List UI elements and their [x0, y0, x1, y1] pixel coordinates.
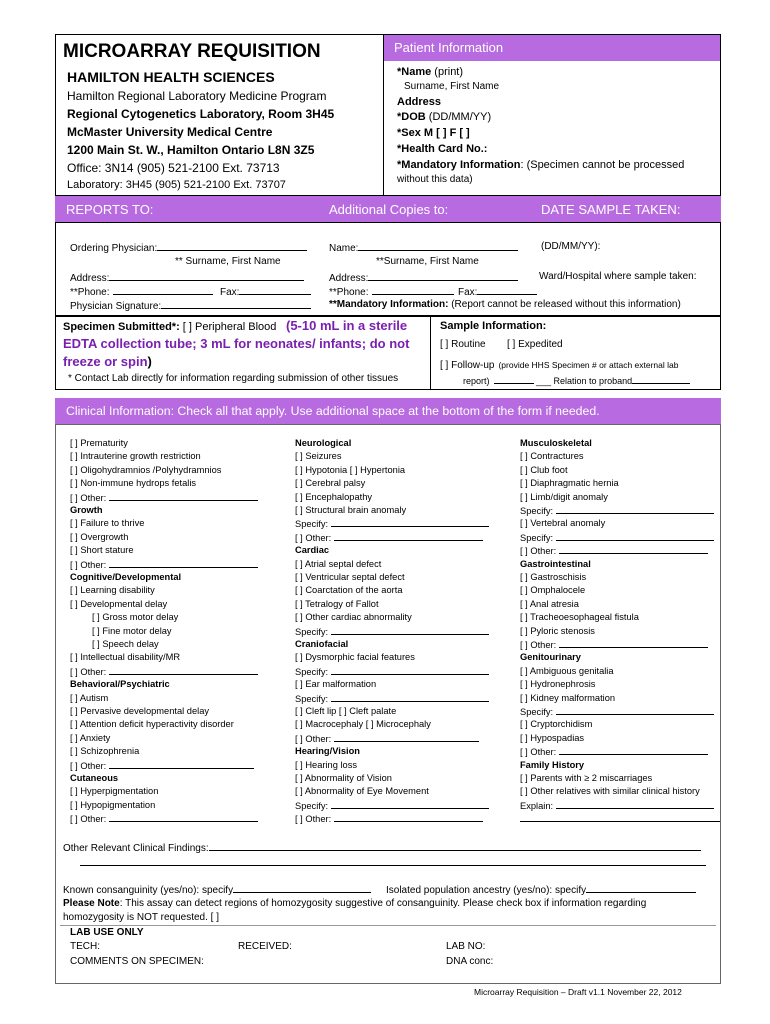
clinical-item-label: [ ] Other:	[70, 559, 109, 570]
clinical-item-label: Behavioral/Psychiatric	[70, 679, 170, 690]
fill-in-line	[559, 745, 708, 755]
specimen-instruction-2: EDTA collection tube; 3 mL for neonates/ infants; do not	[63, 336, 410, 351]
clinical-checkbox-item[interactable]	[520, 544, 708, 557]
clinical-checkbox-item[interactable]	[70, 531, 128, 543]
clinical-checkbox-item[interactable]	[295, 799, 489, 812]
physician-signature-field[interactable]: Physician Signature:	[70, 299, 311, 313]
clinical-checkbox-item[interactable]	[70, 450, 201, 462]
form-title: MICROARRAY REQUISITION	[63, 41, 321, 62]
clinical-item-label: [ ] Other:	[295, 814, 334, 825]
clinical-checkbox-item[interactable]	[70, 665, 258, 678]
mandatory-info-note-2: without this data)	[397, 174, 473, 185]
clinical-checkbox-item[interactable]	[295, 692, 489, 705]
clinical-checkbox-item[interactable]	[295, 718, 431, 730]
clinical-checkbox-item[interactable]	[520, 772, 652, 784]
clinical-item-label: [ ] Hypopigmentation	[70, 799, 156, 810]
clinical-checkbox-item[interactable]	[520, 705, 714, 718]
clinical-item-label: [ ] Other:	[520, 640, 559, 650]
clinical-category-heading	[520, 651, 581, 663]
clinical-checkbox-item[interactable]	[70, 692, 108, 704]
clinical-item-label: [ ] Limb/digit anomaly	[520, 491, 608, 502]
clinical-item-label: [ ] Developmental delay	[70, 598, 168, 609]
clinical-item-label: [ ] Hypotonia [ ] Hypertonia	[295, 464, 406, 475]
clinical-item-label: Specify:	[295, 519, 331, 530]
lab-no-field[interactable]: LAB NO:	[446, 941, 486, 952]
dna-conc-field[interactable]: DNA conc:	[446, 956, 494, 967]
other-findings-line-2	[80, 865, 706, 866]
clinical-category-heading	[70, 678, 170, 690]
clinical-checkbox-item[interactable]	[295, 665, 489, 678]
clinical-item-label: [ ] Hydronephrosis	[520, 679, 596, 690]
clinical-checkbox-item[interactable]	[70, 584, 155, 596]
sample-info-title: Sample Information:	[440, 320, 547, 332]
clinical-item-label: [ ] Coarctation of the aorta	[295, 585, 403, 596]
clinical-checkbox-item[interactable]	[520, 732, 584, 744]
fill-in-line	[334, 531, 483, 541]
fill-in-line	[331, 665, 490, 675]
clinical-item-label: Cardiac	[295, 545, 330, 556]
fill-in-line	[331, 799, 490, 809]
clinical-item-label: [ ] Overgrowth	[70, 531, 129, 542]
clinical-checkbox-item[interactable]	[70, 598, 167, 610]
program-name: Hamilton Regional Laboratory Medicine Program	[67, 89, 327, 103]
clinical-checkbox-item[interactable]	[70, 437, 128, 449]
clinical-checkbox-item[interactable]	[520, 799, 714, 812]
clinical-checkbox-item[interactable]	[70, 517, 144, 529]
clinical-checkbox-item[interactable]	[520, 665, 614, 677]
fill-in-line	[109, 558, 258, 568]
clinical-item-label: [ ] Other:	[295, 532, 334, 543]
clinical-info-title: Clinical Information: Check all that apply. Use additional space at the bottom of the form if needed.	[66, 404, 600, 418]
clinical-checkbox-item[interactable]	[92, 611, 178, 623]
specimen-divider	[430, 316, 431, 390]
specimen-instruction-1: (5-10 mL in a sterile	[286, 318, 408, 333]
clinical-item-label: Specify:	[295, 666, 331, 677]
clinical-category-heading	[295, 638, 348, 650]
laboratory-phone: Laboratory: 3H45 (905) 521-2100 Ext. 73707	[67, 179, 286, 191]
clinical-item-label: Genitourinary	[520, 652, 581, 663]
clinical-checkbox-item[interactable]	[520, 571, 586, 583]
clinical-item-label: [ ] Parents with ≥ 2 miscarriages	[520, 773, 653, 783]
clinical-item-label: Hearing/Vision	[295, 746, 360, 757]
clinical-item-label: [ ] Club foot	[520, 464, 568, 475]
clinical-item-label: Family History	[520, 759, 585, 770]
clinical-item-label: [ ] Non-immune hydrops fetalis	[70, 478, 197, 489]
clinical-item-label: [ ] Hearing loss	[295, 759, 358, 770]
clinical-item-label: [ ] Abnormality of Eye Movement	[295, 786, 429, 797]
clinical-item-label: [ ] Omphalocele	[520, 585, 586, 596]
clinical-item-label: [ ] Fine motor delay	[92, 625, 172, 636]
ordering-physician-field[interactable]: Ordering Physician:	[70, 241, 307, 255]
clinical-item-label: Growth	[70, 505, 103, 515]
report-mandatory-note: **Mandatory Information: (Report cannot be released without this information)	[329, 299, 681, 310]
clinical-checkbox-item[interactable]	[70, 705, 209, 717]
clinical-category-heading	[520, 759, 584, 771]
clinical-checkbox-item[interactable]	[70, 544, 134, 556]
clinical-checkbox-item[interactable]	[295, 598, 379, 610]
clinical-item-label: [ ] Kidney malformation	[520, 692, 616, 703]
routine-checkbox[interactable]: [ ] Routine	[440, 339, 486, 350]
fill-in-line	[109, 491, 258, 501]
clinical-checkbox-item[interactable]	[70, 464, 221, 476]
date-format-field[interactable]: (DD/MM/YY):	[541, 241, 601, 252]
clinical-checkbox-item[interactable]	[70, 745, 139, 757]
org-name: HAMILTON HEALTH SCIENCES	[67, 69, 275, 85]
patient-name-label[interactable]: *Name (print)	[397, 66, 464, 78]
clinical-category-heading	[70, 504, 103, 516]
patient-info-title: Patient Information	[394, 40, 504, 55]
clinical-item-label: [ ] Vertebral anomaly	[520, 518, 606, 529]
ancestry-field[interactable]: Isolated population ancestry (yes/no): specify	[386, 883, 696, 897]
clinical-item-label: [ ] Anal atresia	[520, 598, 579, 609]
clinical-category-heading	[70, 772, 118, 784]
clinical-item-label: [ ] Autism	[70, 692, 109, 703]
clinical-item-label: [ ] Abnormality of Vision	[295, 773, 392, 783]
clinical-checkbox-item[interactable]	[520, 785, 700, 797]
clinical-category-heading	[520, 437, 592, 449]
clinical-checkbox-item[interactable]	[520, 491, 608, 503]
clinical-checkbox-item[interactable]	[295, 785, 429, 797]
clinical-item-label: [ ] Seizures	[295, 451, 342, 462]
clinical-category-heading	[70, 571, 181, 583]
fill-in-line	[556, 705, 715, 715]
form-version: Microarray Requisition – Draft v1.1 November 22, 2012	[474, 987, 682, 997]
fill-in-line	[331, 517, 490, 527]
specimen-submitted-field[interactable]: Specimen Submitted*: [ ] Peripheral Blood	[63, 321, 277, 333]
physician-address-field[interactable]: Address:	[70, 271, 304, 285]
clinical-checkbox-item[interactable]	[295, 705, 396, 717]
fill-in-line	[556, 531, 715, 541]
clinical-checkbox-item[interactable]	[70, 812, 258, 825]
clinical-item-label: [ ] Atrial septal defect	[295, 558, 382, 569]
clinical-checkbox-item[interactable]	[295, 611, 412, 623]
clinical-checkbox-item[interactable]	[520, 464, 568, 476]
patient-dob-label[interactable]: *DOB (DD/MM/YY)	[397, 111, 492, 123]
clinical-item-label: [ ] Speech delay	[92, 639, 159, 649]
reports-to-title: REPORTS TO:	[66, 202, 154, 217]
clinical-item-label: Musculoskeletal	[520, 438, 592, 448]
clinical-info-header	[55, 398, 721, 424]
clinical-item-label: [ ] Other:	[295, 733, 334, 744]
clinical-checkbox-item[interactable]	[295, 491, 372, 503]
clinical-item-label: [ ] Intrauterine growth restriction	[70, 451, 201, 462]
clinical-checkbox-item[interactable]	[520, 625, 595, 637]
clinical-checkbox-item[interactable]	[295, 678, 376, 690]
clinical-checkbox-item[interactable]	[520, 598, 579, 610]
clinical-item-label: [ ] Macrocephaly [ ] Microcephaly	[295, 719, 431, 730]
clinical-item-label: [ ] Other:	[70, 760, 109, 771]
clinical-checkbox-item[interactable]	[520, 678, 595, 690]
clinical-item-label: [ ] Failure to thrive	[70, 518, 145, 529]
clinical-item-label: [ ] Cleft lip [ ] Cleft palate	[295, 706, 397, 716]
clinical-item-label: [ ] Short stature	[70, 545, 134, 556]
expedited-checkbox[interactable]: [ ] Expedited	[507, 339, 563, 350]
clinical-checkbox-item[interactable]	[295, 772, 392, 784]
clinical-item-label: [ ] Other:	[520, 747, 559, 758]
clinical-checkbox-item[interactable]	[520, 477, 619, 489]
clinical-checkbox-item[interactable]	[70, 799, 155, 811]
patient-name-format: Surname, First Name	[404, 81, 500, 92]
clinical-item-label: [ ] Encephalopathy	[295, 491, 373, 502]
homozygosity-note: Please Note: This assay can detect regions of homozygosity suggestive of consanguinity. Please check box if information regarding	[63, 898, 647, 909]
clinical-item-label: [ ] Diaphragmatic hernia	[520, 478, 619, 489]
clinical-category-heading	[520, 558, 591, 570]
clinical-item-label: [ ] Prematurity	[70, 438, 128, 448]
clinical-item-label: [ ] Dysmorphic facial features	[295, 652, 415, 663]
fill-in-line	[334, 732, 479, 742]
clinical-checkbox-item[interactable]	[520, 450, 584, 462]
fill-in-line	[109, 665, 258, 675]
centre-name: McMaster University Medical Centre	[67, 125, 273, 139]
copy-fax-field[interactable]: Fax:	[458, 285, 537, 299]
specimen-comments-field[interactable]: COMMENTS ON SPECIMEN:	[70, 956, 204, 967]
clinical-checkbox-item[interactable]	[70, 759, 254, 772]
other-findings-field[interactable]: Other Relevant Clinical Findings:	[63, 841, 701, 855]
clinical-item-label: [ ] Ear malformation	[295, 679, 377, 690]
clinical-checkbox-item[interactable]	[520, 611, 639, 623]
clinical-item-label: [ ] Pyloric stenosis	[520, 625, 595, 636]
clinical-checkbox-item[interactable]	[70, 558, 258, 571]
copy-name-format: **Surname, First Name	[376, 256, 479, 267]
fill-in-line	[520, 812, 720, 822]
clinical-checkbox-item[interactable]	[520, 718, 592, 730]
clinical-checkbox-item[interactable]	[520, 531, 714, 544]
clinical-item-label: Cognitive/Developmental	[70, 572, 182, 582]
mandatory-info-note: *Mandatory Information: (Specimen cannot be processed	[397, 159, 685, 171]
clinical-item-label: [ ] Ventricular septal defect	[295, 572, 405, 582]
lab-use-divider	[60, 925, 716, 926]
health-card-label[interactable]: *Health Card No.:	[397, 143, 488, 155]
clinical-checkbox-item[interactable]	[520, 638, 708, 651]
clinical-category-heading	[295, 745, 360, 757]
homozygosity-checkbox[interactable]: homozygosity is NOT requested. [ ]	[63, 912, 219, 923]
clinical-checkbox-item[interactable]	[520, 745, 708, 758]
clinical-checkbox-item[interactable]	[70, 651, 180, 663]
clinical-category-heading	[295, 437, 351, 449]
street-address: 1200 Main St. W., Hamilton Ontario L8N 3Z5	[67, 143, 315, 157]
clinical-item-label: [ ] Other:	[520, 546, 559, 557]
date-sample-taken-title: DATE SAMPLE TAKEN:	[541, 202, 681, 217]
clinical-item-label: [ ] Gross motor delay	[92, 612, 179, 623]
clinical-item-label: [ ] Tetralogy of Fallot	[295, 598, 379, 609]
clinical-item-label: [ ] Contractures	[520, 451, 584, 462]
clinical-checkbox-item[interactable]	[295, 504, 406, 516]
clinical-checkbox-item[interactable]	[520, 517, 605, 529]
additional-copies-title: Additional Copies to:	[329, 202, 449, 217]
fill-in-line	[331, 625, 490, 635]
clinical-item-label: [ ] Oligohydramnios /Polyhydramnios	[70, 464, 222, 475]
clinical-item-label: Gastrointestinal	[520, 558, 591, 569]
clinical-checkbox-item[interactable]	[295, 584, 403, 596]
clinical-item-label: [ ] Structural brain anomaly	[295, 505, 407, 515]
clinical-checkbox-item[interactable]	[520, 584, 585, 596]
copy-address-field[interactable]: Address:	[329, 271, 518, 285]
clinical-checkbox-item[interactable]	[70, 718, 234, 730]
specimen-instruction-3: freeze or spin)	[63, 354, 152, 369]
clinical-item-label: [ ] Cryptorchidism	[520, 719, 593, 730]
clinical-item-label: Craniofacial	[295, 639, 349, 649]
copy-name-field[interactable]: Name:	[329, 241, 518, 255]
clinical-checkbox-item[interactable]	[295, 732, 479, 745]
clinical-checkbox-item[interactable]	[295, 759, 357, 771]
clinical-checkbox-item[interactable]	[295, 625, 489, 638]
clinical-checkbox-item[interactable]	[295, 517, 489, 530]
copy-phone-field[interactable]: **Phone:	[329, 285, 454, 299]
clinical-checkbox-item[interactable]	[92, 638, 159, 650]
consanguinity-field[interactable]: Known consanguinity (yes/no): specify	[63, 883, 371, 897]
clinical-checkbox-item[interactable]	[520, 692, 615, 704]
clinical-item-label: [ ] Other:	[70, 666, 109, 677]
fill-in-line	[556, 799, 715, 809]
clinical-item-label: [ ] Other cardiac abnormality	[295, 612, 412, 623]
patient-sex-field[interactable]: *Sex M [ ] F [ ]	[397, 127, 470, 139]
physician-phone-field[interactable]: **Phone:	[70, 285, 213, 299]
tech-field[interactable]: TECH:	[70, 941, 100, 952]
clinical-item-label: [ ] Attention deficit hyperactivity disorder	[70, 719, 234, 730]
patient-address-label[interactable]: Address	[397, 96, 442, 108]
clinical-checkbox-item[interactable]	[70, 477, 196, 489]
fill-in-line	[109, 812, 258, 822]
fill-in-line	[559, 638, 708, 648]
clinical-item-label: Explain:	[520, 800, 556, 811]
clinical-checkbox-item[interactable]	[295, 464, 405, 476]
clinical-item-label: [ ] Schizophrenia	[70, 746, 140, 757]
lab-use-title: LAB USE ONLY	[70, 927, 144, 938]
clinical-checkbox-item[interactable]	[520, 812, 720, 825]
clinical-item-label: Cutaneous	[70, 773, 119, 783]
fill-in-line	[559, 544, 708, 554]
fill-in-line	[556, 504, 715, 514]
clinical-item-label: [ ] Pervasive developmental delay	[70, 706, 210, 716]
fill-in-line	[109, 759, 254, 769]
received-field[interactable]: RECEIVED:	[238, 941, 292, 952]
clinical-item-label: [ ] Hyperpigmentation	[70, 786, 159, 797]
lab-name: Regional Cytogenetics Laboratory, Room 3H45	[67, 107, 335, 121]
followup-report-field[interactable]: report) ___ Relation to proband	[463, 374, 690, 387]
clinical-checkbox-item[interactable]	[92, 625, 172, 637]
patient-info-header	[384, 35, 720, 61]
clinical-checkbox-item[interactable]	[295, 651, 415, 663]
clinical-item-label: Specify:	[520, 506, 556, 516]
clinical-item-label: Specify:	[295, 693, 331, 704]
clinical-checkbox-item[interactable]	[295, 812, 483, 825]
clinical-item-label: [ ] Cerebral palsy	[295, 478, 366, 489]
clinical-item-label: Specify:	[520, 532, 556, 543]
clinical-item-label: [ ] Tracheoesophageal fistula	[520, 612, 639, 623]
clinical-checkbox-item[interactable]	[70, 785, 158, 797]
clinical-item-label: [ ] Anxiety	[70, 732, 111, 743]
clinical-checkbox-item[interactable]	[70, 732, 110, 744]
clinical-checkbox-item[interactable]	[295, 531, 483, 544]
clinical-category-heading	[295, 544, 329, 556]
clinical-checkbox-item[interactable]	[520, 504, 714, 517]
clinical-checkbox-item[interactable]	[295, 571, 405, 583]
clinical-item-label: Specify:	[295, 626, 331, 637]
clinical-item-label: Specify:	[520, 707, 556, 717]
fill-in-line	[334, 812, 483, 822]
office-phone: Office: 3N14 (905) 521-2100 Ext. 73713	[67, 161, 280, 175]
clinical-checkbox-item[interactable]	[295, 558, 381, 570]
clinical-item-label: [ ] Other relatives with similar clinical history	[520, 786, 700, 797]
clinical-item-label: [ ] Ambiguous genitalia	[520, 665, 614, 676]
clinical-item-label: Specify:	[295, 800, 331, 811]
ward-hospital-field[interactable]: Ward/Hospital where sample taken:	[539, 271, 697, 282]
other-tissues-note: * Contact Lab directly for information regarding submission of other tissues	[68, 373, 399, 384]
clinical-item-label: [ ] Gastroschisis	[520, 572, 587, 582]
clinical-checkbox-item[interactable]	[295, 477, 365, 489]
clinical-item-label: Neurological	[295, 438, 352, 448]
clinical-item-label: [ ] Intellectual disability/MR	[70, 652, 181, 663]
followup-checkbox[interactable]: [ ] Follow-up (provide HHS Specimen # or attach external lab	[440, 360, 679, 371]
clinical-checkbox-item[interactable]	[295, 450, 342, 462]
clinical-checkbox-item[interactable]	[70, 491, 258, 504]
clinical-item-label: [ ] Hypospadias	[520, 732, 585, 743]
clinical-item-label: [ ] Other:	[70, 492, 109, 503]
physician-fax-field[interactable]: Fax:	[220, 285, 311, 299]
clinical-item-label: [ ] Learning disability	[70, 585, 155, 596]
physician-name-format: ** Surname, First Name	[175, 256, 281, 267]
fill-in-line	[331, 692, 490, 702]
clinical-item-label: [ ] Other:	[70, 814, 109, 825]
